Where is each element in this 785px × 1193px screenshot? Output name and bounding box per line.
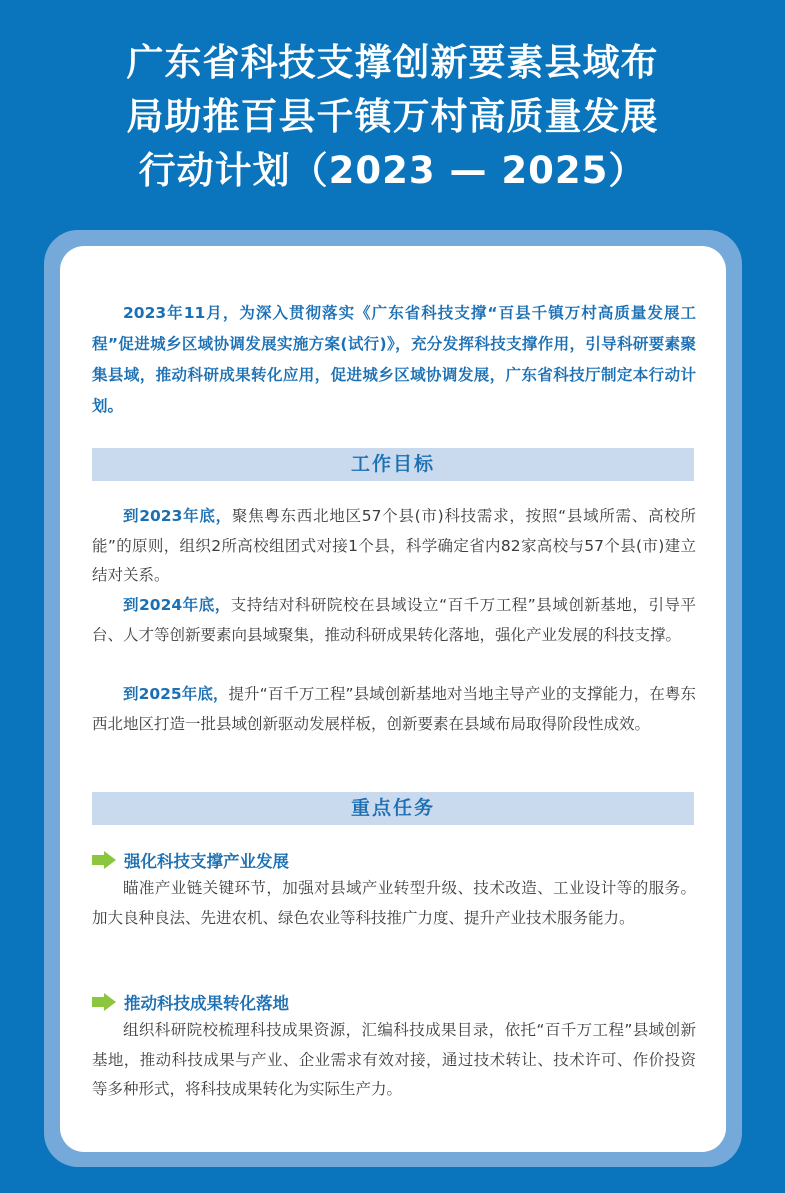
goal-lead: 到2025年底，	[123, 685, 229, 703]
arrow-right-icon	[92, 993, 116, 1011]
task-heading-2	[92, 990, 492, 1014]
task-heading-1	[92, 848, 492, 872]
goal-text: 聚焦粤东西北地区57个县(市)科技需求，按照“县域所需、高校所能”的原则，组织2所高校组团式对接1个县，科学确定省内82家高校与57个县(市)建立结对关系。	[92, 507, 697, 584]
task-text-2: 组织科研院校梳理科技成果资源，汇编科技成果目录，依托“百千万工程”县域创新基地，推动科技成果与产业、企业需求有效对接，通过技术转让、技术许可、作价投资等多种形式，将科技成果转化为实际生产力。	[92, 1021, 696, 1098]
arrow-right-icon	[92, 851, 116, 869]
intro-paragraph: 2023年11月，为深入贯彻落实《广东省科技支撑“百县千镇万村高质量发展工程”促进城乡区域协调发展实施方案(试行)》，充分发挥科技支撑作用，引导科研要素聚集县域，推动科研成果转化应用，促进城乡区域协调发展，广东省科技厅制定本行动计划。	[92, 304, 696, 415]
goal-text: 提升“百千万工程”县域创新基地对当地主导产业的支撑能力，在粤东西北地区打造一批县域创新驱动发展样板，创新要素在县域布局取得阶段性成效。	[92, 685, 696, 733]
task-text-1: 瞄准产业链关键环节，加强对县域产业转型升级、技术改造、工业设计等的服务。加大良种良法、先进农机、绿色农业等科技推广力度、提升产业技术服务能力。	[92, 879, 696, 927]
goal-item-2023	[92, 502, 696, 591]
title-line-1: 广东省科技支撑创新要素县域布	[126, 41, 659, 84]
goal-item-2024	[92, 591, 696, 650]
section-heading-goals: 工作目标	[92, 448, 694, 481]
goal-lead: 到2024年底，	[123, 596, 231, 614]
goal-item-2025	[92, 680, 696, 739]
task-title: 推动科技成果转化落地	[124, 994, 289, 1013]
task-title: 强化科技支撑产业发展	[124, 852, 289, 871]
title-line-2: 局助推百县千镇万村高质量发展	[126, 95, 659, 138]
goal-lead: 到2023年底，	[123, 507, 232, 525]
goal-text: 支持结对科研院校在县域设立“百千万工程”县域创新基地，引导平台、人才等创新要素向县域聚集，推动科研成果转化落地，强化产业发展的科技支撑。	[92, 596, 697, 644]
section-heading-tasks: 重点任务	[92, 792, 694, 825]
title-line-3: 行动计划（2023 — 2025）	[138, 149, 647, 192]
page-title	[0, 36, 785, 198]
